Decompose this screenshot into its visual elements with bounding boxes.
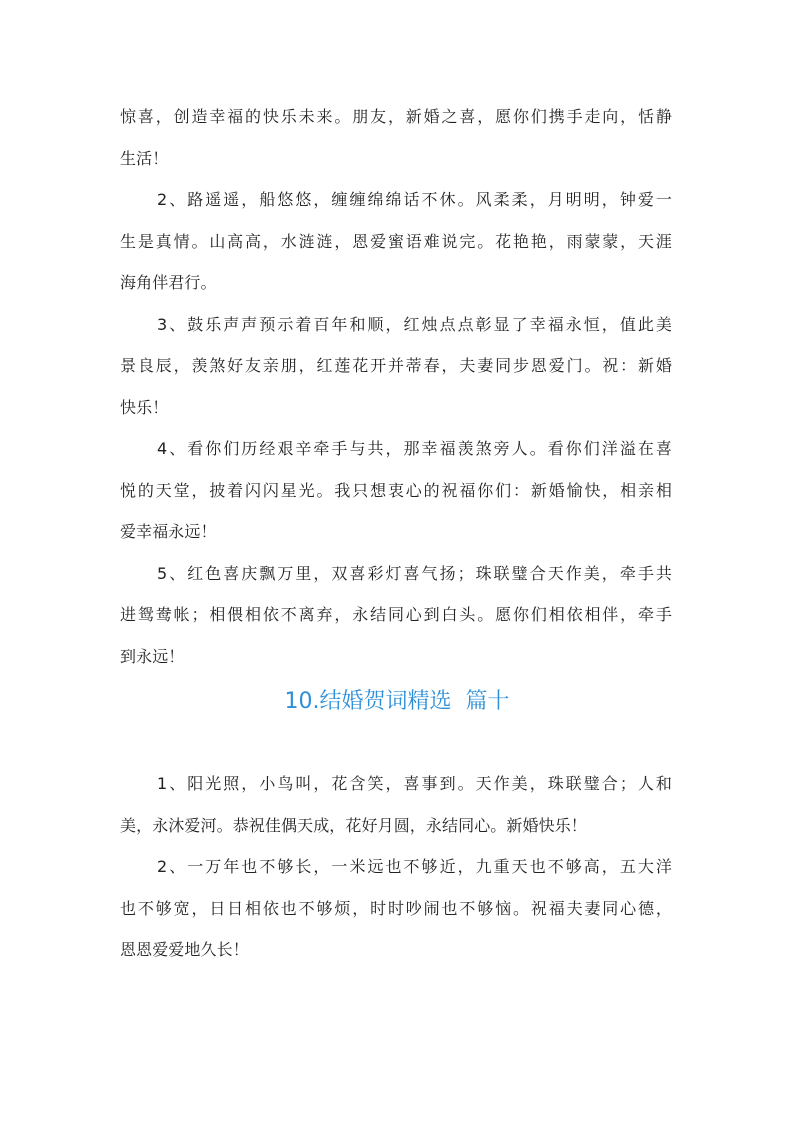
- paragraph-line: 也不够宽，日日相依也不够烦，时时吵闹也不够恼。祝福夫妻同心德，: [120, 898, 672, 918]
- paragraph-line: 恩恩爱爱地久长！: [120, 940, 249, 959]
- paragraph-line: 爱幸福永远！: [120, 522, 217, 541]
- paragraph-line: 生是真情。山高高，水涟涟，恩爱蜜语难说完。花艳艳，雨蒙蒙，天涯: [120, 231, 672, 251]
- paragraph-line: 3、鼓乐声声预示着百年和顺，红烛点点彰显了幸福永恒，值此美: [157, 314, 672, 334]
- paragraph-line: 4、看你们历经艰辛牵手与共，那幸福羡煞旁人。看你们洋溢在喜: [157, 439, 672, 458]
- paragraph-line: 快乐！: [120, 397, 169, 417]
- paragraph-line: 5、红色喜庆飘万里，双喜彩灯喜气扬；珠联璧合天作美，牵手共: [157, 563, 672, 583]
- paragraph-line: 到永远！: [120, 646, 185, 666]
- paragraph-line: 生活！: [120, 148, 169, 168]
- paragraph-line: 美，永沐爱河。恭祝佳偶天成，花好月圆，永结同心。新婚快乐！: [120, 815, 587, 835]
- paragraph-line: 悦的天堂，披着闪闪星光。我只想衷心的祝福你们：新婚愉快，相亲相: [120, 480, 672, 500]
- paragraph-line: 进鸳鸯帐；相偎相依不离弃，永结同心到白头。愿你们相依相伴，牵手: [120, 605, 672, 624]
- paragraph-line: 2、路遥遥，船悠悠，缠缠绵绵话不休。风柔柔，月明明，钟爱一: [157, 190, 672, 209]
- paragraph-line: 景良辰，羡煞好友亲朋，红莲花开并蒂春，夫妻同步恩爱门。祝：新婚: [120, 356, 672, 375]
- section-heading: 10.结婚贺词精选 篇十: [284, 689, 510, 714]
- paragraph-line: 2、一万年也不够长，一米远也不够近，九重天也不够高，五大洋: [157, 857, 672, 876]
- paragraph-line: 海角伴君行。: [120, 273, 217, 292]
- wishes-section-part1: [120, 96, 672, 677]
- paragraph-line: 1、阳光照，小鸟叫，花含笑，喜事到。天作美，珠联璧合；人和: [157, 774, 672, 793]
- paragraph-line: 惊喜，创造幸福的快乐未来。朋友，新婚之喜，愿你们携手走向，恬静: [120, 107, 672, 126]
- wishes-section-part2: [120, 763, 672, 971]
